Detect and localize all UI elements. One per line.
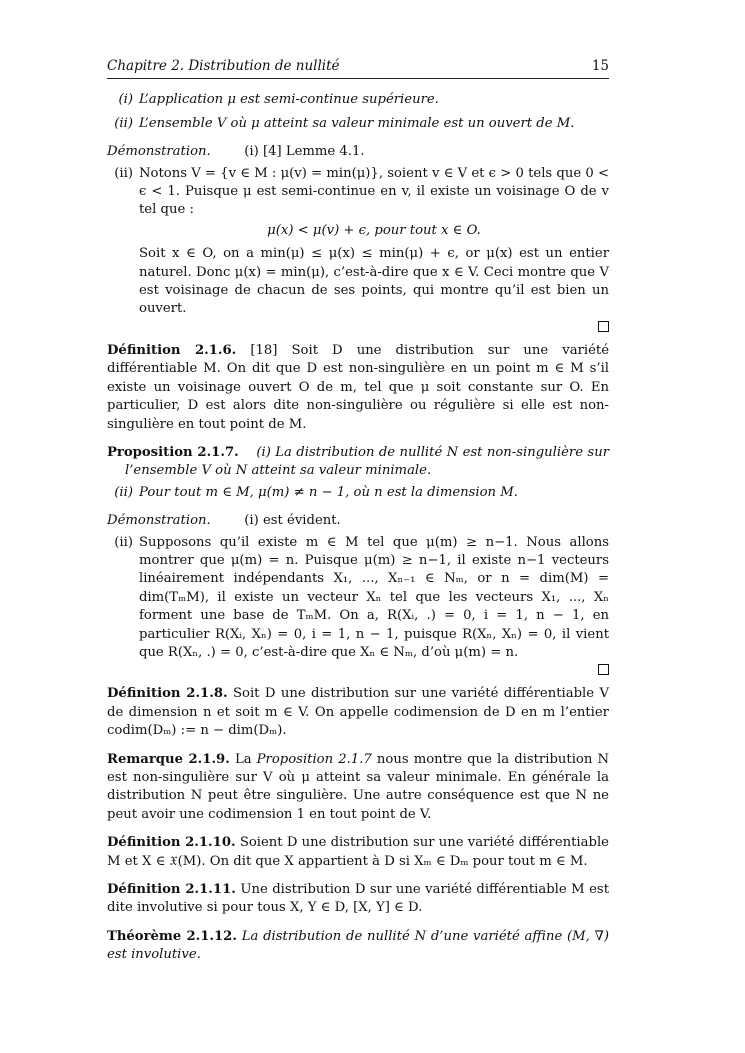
item-text: Pour tout m ∈ M, μ(m) ≠ n − 1, où n est la dimension M.	[139, 484, 518, 500]
qed-square	[107, 664, 609, 675]
demo-i-text: [4] Lemme 4.1.	[262, 144, 365, 160]
demo-ii-text: Supposons qu’il existe m ∈ M tel que μ(m) ≥ n−1. Nous allons montrer que μ(m) = n. Puisque μ(m) ≥ n−1, il existe n−1 vecteurs linéairement indépendants X₁, ..., Xₙ₋₁ ∈ Nₘ, or n = dim(M) = dim(TₘM), il existe un vecteur Xₙ tel que les vecteurs X₁, ..., Xₙ forment une base de TₘM. On a, R(Xᵢ, .) = 0, i = 1, n − 1, en particulier R(Xᵢ, Xₙ) = 0, i = 1, n − 1, puisque R(Xₙ, Xₙ) = 0, il vient que R(Xₙ, .) = 0, c’est-à-dire que Xₙ ∈ Nₘ, d’où μ(m) = n.	[139, 534, 609, 660]
theorem-2-1-12	[107, 928, 609, 965]
item-text: L’application μ est semi-continue supérieure.	[139, 92, 439, 108]
page-number: 15	[591, 58, 609, 74]
definition-text: [18] Soit D une distribution sur une variété différentiable M. On dit que D est non-singulière en un point m ∈ M s’il existe un voisinage ouvert O de m, tel que μ soit constante sur O. En particulier, D est alors dite non-singulière ou régulière si elle est non-singulière en tout point de M.	[107, 342, 609, 432]
definition-2-1-11	[107, 881, 609, 918]
definition-title: Définition 2.1.8.	[107, 686, 228, 702]
remark-reference: Proposition 2.1.7	[256, 751, 372, 767]
definition-text: Une distribution D sur une variété différentiable M est dite involutive si pour tous X, Y ∈ D, [X, Y] ∈ D.	[107, 882, 609, 916]
item-label: (ii)	[114, 534, 133, 550]
running-header	[107, 57, 609, 79]
proposition-2-1-7	[107, 444, 609, 502]
demo-ii-paragraph-2: Soit x ∈ O, on a min(μ) ≤ μ(x) ≤ min(μ) + ϵ, or μ(x) est un entier naturel. Donc μ(x) = min(μ), c’est-à-dire que x ∈ V. Ceci montre que V est voisinage de chacun de ses points, qui montre qu’il est bien un ouvert.	[139, 246, 609, 317]
item-label: (ii)	[114, 115, 133, 131]
demo-i-label: (i)	[244, 513, 259, 529]
demo-ii-paragraph-1: Notons V = {v ∈ M : μ(v) = min(μ)}, soient v ∈ V et ϵ > 0 tels que 0 < ϵ < 1. Puisque μ est semi-continue en v, il existe un voisinage O de v tel que :	[139, 165, 609, 218]
demo-ii	[107, 165, 609, 319]
definition-text: Soit D une distribution sur une variété différentiable V de dimension n et soit m ∈ V. On appelle codimension de D en m l’entier codim(Dₘ) := n − dim(Dₘ).	[107, 686, 609, 739]
demo-i-text: est évident.	[262, 513, 341, 529]
definition-title: Définition 2.1.10.	[107, 835, 236, 851]
qed-square	[107, 321, 609, 332]
theorem-title: Théorème 2.1.12.	[107, 928, 237, 944]
demo-i-label: (i)	[244, 144, 259, 160]
demonstration-title: Démonstration.	[107, 144, 211, 160]
definition-title: Définition 2.1.11.	[107, 882, 236, 898]
demonstration-title: Démonstration.	[107, 513, 211, 529]
item-text: L’ensemble V où μ atteint sa valeur minimale est un ouvert de M.	[139, 115, 575, 131]
definition-title: Définition 2.1.6.	[107, 342, 237, 358]
remark-text-a: La	[234, 751, 257, 767]
item-label: (ii)	[114, 484, 133, 500]
item-label: (ii)	[114, 165, 133, 181]
page	[107, 57, 609, 965]
definition-text: Soient D une distribution sur une variété différentiable M et X ∈ 𝔛(M). On dit que X appartient à D si Xₘ ∈ Dₘ pour tout m ∈ M.	[107, 835, 609, 869]
theorem-text: La distribution de nullité N d’une variété affine (M, ∇) est involutive.	[107, 928, 609, 963]
proposition-item-i: (i) La distribution de nullité N est non-singulière sur l’ensemble V où N atteint sa valeur minimale.	[125, 444, 609, 479]
definition-2-1-6	[107, 342, 609, 434]
definition-2-1-8	[107, 685, 609, 740]
remark-title: Remarque 2.1.9.	[107, 751, 230, 767]
proposition-title: Proposition 2.1.7.	[107, 444, 239, 460]
display-formula: μ(x) < μ(v) + ϵ, pour tout x ∈ O.	[267, 222, 481, 238]
demo-ii	[107, 534, 609, 663]
remark-text-b: nous montre que la distribution N est non-singulière sur V où μ atteint sa valeur minimale. En générale la distribution N peut être singulière. Une autre conséquence est que N ne peut avoir une codimension 1 en tout point de V.	[107, 751, 609, 822]
demonstration-2	[107, 512, 609, 675]
list-item	[107, 115, 609, 133]
proposition-item-ii	[107, 484, 609, 502]
chapter-title: Chapitre 2. Distribution de nullité	[107, 58, 340, 74]
definition-2-1-10	[107, 834, 609, 871]
item-label: (i)	[118, 92, 133, 108]
demonstration-1	[107, 143, 609, 332]
list-item	[107, 91, 609, 109]
remark-2-1-9	[107, 751, 609, 825]
proposition-items	[107, 91, 609, 133]
